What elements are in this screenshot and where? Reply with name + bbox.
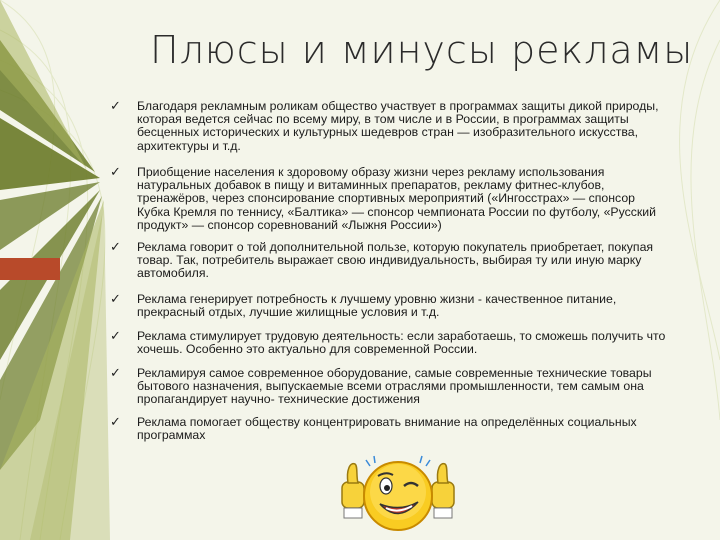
smiley-thumbs-up-icon — [338, 452, 458, 536]
checkmark-icon: ✓ — [110, 240, 121, 255]
checkmark-icon: ✓ — [110, 366, 121, 381]
slide-title: Плюсы и минусы рекламы — [150, 28, 694, 72]
checkmark-icon: ✓ — [110, 329, 121, 344]
bullet-text: Рекламируя самое современное оборудование, самые современные технические товары бытового назначения, выпускаемые всеми отраслями промышленности, тем самым она пропагандирует научно- технические достижения — [137, 366, 652, 407]
accent-bar — [0, 258, 60, 280]
checkmark-icon: ✓ — [110, 99, 121, 114]
bullet-text: Реклама помогает обществу концентрировать внимание на определённых социальных программах — [137, 415, 637, 443]
bullet-text: Реклама говорит о той дополнительной пользе, которую покупатель приобретает, покупая товар. Так, потребитель выражает свою индивидуальность, выбирая ту или иную марку автомобиля. — [137, 240, 654, 281]
bullet-text: Реклама генерирует потребность к лучшему уровню жизни - качественное питание, прекрасный отдых, лучшие жилищные условия и т.д. — [137, 292, 617, 320]
checkmark-icon: ✓ — [110, 165, 121, 180]
bullet-text: Реклама стимулирует трудовую деятельность: если заработаешь, то сможешь получить что хочешь. Особенно это актуально для современной России. — [137, 329, 666, 357]
checkmark-icon: ✓ — [110, 415, 121, 430]
bullet-text: Благодаря рекламным роликам общество участвует в программах защиты дикой природы, которая ведется сейчас по всему миру, в том числе и в России, в программах защиты бесценных исторических и культурных шедевров стран — изобразительного искусства, архитектуры и т.д. — [137, 99, 659, 153]
checkmark-icon: ✓ — [110, 292, 121, 307]
bullet-text: Приобщение населения к здоровому образу жизни через рекламу использования натуральных добавок в пищу и витаминных препаратов, рекламу фитнес-клубов, тренажёров, через спонсирование спортивных мероприятий («Ингосстрах» — спонсор Кубка Кремля по теннису, «Балтика» — спонсор чемпионата России по футболу, «Русский продукт» — спонсор соревнований «Лыжня России») — [137, 165, 657, 232]
